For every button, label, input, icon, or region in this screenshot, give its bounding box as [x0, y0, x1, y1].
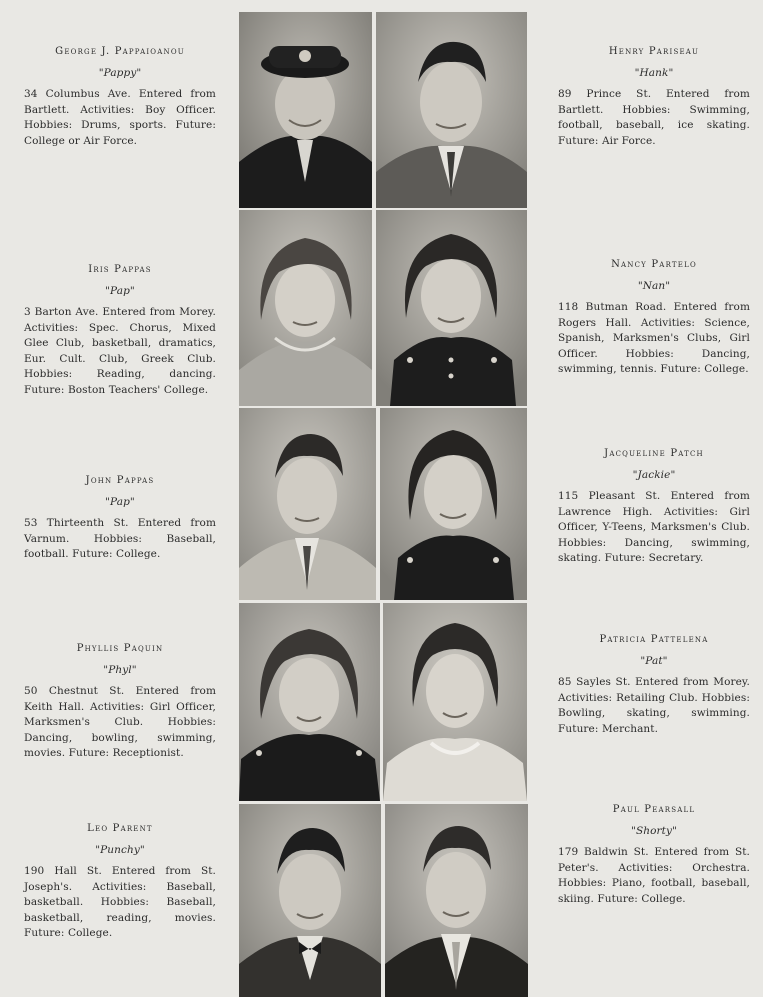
student-nickname: "Phyl": [103, 663, 137, 676]
student-bio: 118 Butman Road. Entered from Rogers Hall. Activities: Science, Spanish, Marksmen's Clubs, Girl Officer. Hobbies: Dancing, swimming, tennis. Future: College.: [558, 301, 750, 375]
student-nickname: "Punchy": [95, 843, 145, 856]
student-bio: 34 Columbus Ave. Entered from Bartlett. Activities: Boy Officer. Hobbies: Drums, sports. Future: College or Air Force.: [24, 88, 216, 147]
student-bio: 179 Baldwin St. Entered from St. Peter's. Activities: Orchestra. Hobbies: Piano, football, baseball, skiing. Future: College.: [558, 846, 750, 905]
portrait-photo-patch: [380, 408, 527, 600]
student-entry-pattelena: [558, 632, 750, 737]
student-bio: 89 Prince St. Entered from Bartlett. Hobbies: Swimming, football, baseball, ice skating. Future: Air Force.: [558, 88, 750, 147]
student-name: Paul Pearsall: [612, 804, 696, 815]
student-bio: 190 Hall St. Entered from St. Joseph's. Activities: Baseball, basketball. Hobbies: Baseball, basketball, reading, movies. Future: College.: [24, 865, 216, 939]
student-entry-iris-pappas: [24, 262, 216, 398]
student-bio: 85 Sayles St. Entered from Morey. Activities: Retailing Club. Hobbies: Bowling, skating, swimming. Future: Merchant.: [558, 676, 750, 735]
student-bio: 3 Barton Ave. Entered from Morey. Activities: Spec. Chorus, Mixed Glee Club, basketball, dramatics, Eur. Cult. Club, Greek Club. Hobbies: Reading, dancing. Future: Boston Teachers' College.: [24, 306, 216, 396]
student-entry-pearsall: [558, 802, 750, 907]
portrait-photo-john-pappas: [239, 408, 376, 600]
student-entry-pappaioanou: [24, 44, 216, 149]
portrait-photo-paquin: [239, 603, 380, 801]
student-name: Henry Pariseau: [608, 46, 700, 57]
student-nickname: "Pap": [105, 495, 135, 508]
student-entry-paquin: [24, 641, 216, 762]
student-nickname: "Pap": [105, 284, 135, 297]
student-name: George J. Pappaioanou: [55, 46, 185, 57]
student-nickname: "Shorty": [631, 824, 677, 837]
portrait-photo-pariseau: [376, 12, 527, 208]
portrait-photo-partelo: [376, 210, 527, 406]
student-name: John Pappas: [85, 475, 155, 486]
student-name: Nancy Partelo: [611, 259, 697, 270]
student-bio: 53 Thirteenth St. Entered from Varnum. Hobbies: Baseball, football. Future: College.: [24, 517, 216, 560]
student-name: Iris Pappas: [88, 264, 152, 275]
student-bio: 50 Chestnut St. Entered from Keith Hall. Activities: Girl Officer, Marksmen's Club. Hobbies: Dancing, bowling, swimming, movies. Future: Receptionist.: [24, 685, 216, 759]
student-name: Phyllis Paquin: [76, 643, 164, 654]
portrait-photo-parent: [239, 804, 381, 997]
student-nickname: "Nan": [637, 279, 671, 292]
student-name: Leo Parent: [87, 823, 153, 834]
student-entry-john-pappas: [24, 473, 216, 563]
student-nickname: "Jackie": [632, 468, 676, 481]
student-nickname: "Pat": [640, 654, 668, 667]
portrait-photo-pearsall: [385, 804, 528, 997]
student-name: Patricia Pattelena: [599, 634, 709, 645]
student-entry-pariseau: [558, 44, 750, 149]
student-entry-partelo: [558, 257, 750, 378]
student-entry-parent: [24, 821, 216, 942]
student-nickname: "Hank": [634, 66, 674, 79]
student-name: Jacqueline Patch: [604, 448, 704, 459]
student-bio: 115 Pleasant St. Entered from Lawrence High. Activities: Girl Officer, Y-Teens, Marksmen's Club. Hobbies: Dancing, swimming, skating. Future: Secretary.: [558, 490, 750, 564]
student-nickname: "Pappy": [98, 66, 142, 79]
portrait-photo-pappaioanou: [239, 12, 372, 208]
portrait-photo-iris-pappas: [239, 210, 372, 406]
portrait-photo-pattelena: [383, 603, 527, 801]
student-entry-patch: [558, 446, 750, 567]
